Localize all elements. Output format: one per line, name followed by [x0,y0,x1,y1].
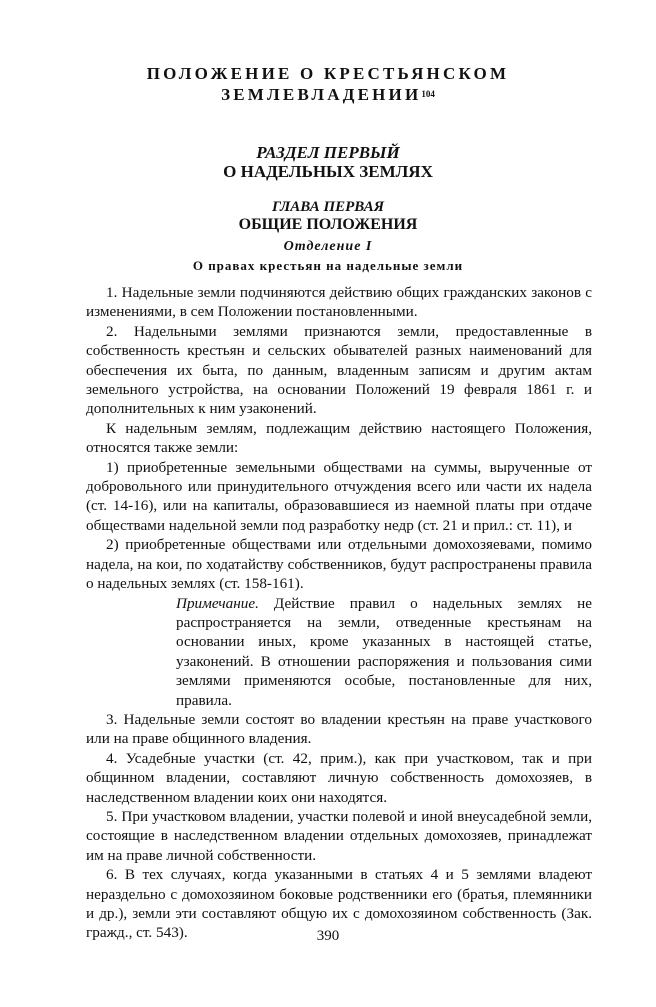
section-title: О НАДЕЛЬНЫХ ЗЕМЛЯХ [223,162,433,181]
chapter-title: ОБЩИЕ ПОЛОЖЕНИЯ [238,216,418,233]
note-label: Примечание. [176,594,259,612]
note-paragraph [176,594,592,710]
document-title-line2 [0,85,656,105]
page-number: 390 [316,928,340,944]
paragraph-article-2: 2. Надельными землями признаются земли, предоставленные в собственность крестьян и сельских обывателей разных наименований для обеспечения их быта, по данным, владенным записям и другим актам земельного устройства, на основании Положений 19 февраля 1861 г. и дополнительных к ним узаконений. [86,322,592,418]
paragraph-item-2: 2) приобретенные обществами или отдельными домохозяевами, помимо надела, на кои, по ходатайству собственников, будут распространены правила о надельных землях (ст. 158-161). [86,536,592,593]
paragraph-item-1: 1) приобретенные земельными обществами на суммы, вырученные от добровольного или принудительного отчуждения всего или части их надела (ст. 14-16), или на капиталы, образовавшиеся из наемной платы при отдаче обществами надельной земли под разработку недр (ст. 21 и прил.: ст. 11), и [86,458,592,534]
chapter-label: ГЛАВА ПЕРВАЯ [271,199,385,215]
section-label: РАЗДЕЛ ПЕРВЫЙ [256,143,400,162]
paragraph-article-6: 6. В тех случаях, когда указанными в статьях 4 и 5 землями владеют нераздельно с домохозяином боковые родственники его (братья, племянники и др.), земли эти составляют общую их с домохозяином собственность (Зак. гражд., ст. 543). [86,866,592,942]
document-title-line1: ПОЛОЖЕНИЕ О КРЕСТЬЯНСКОМ [146,64,510,83]
body-text [86,283,592,943]
paragraph-article-2-cont: К надельным землям, подлежащим действию настоящего Положения, относятся также земли: [86,419,592,457]
paragraph-article-4: 4. Усадебные участки (ст. 42, прим.), как при участковом, так и при общинном владении, составляют личную собственность домохозяев, в наследственном владении коих они находятся. [86,749,592,806]
paragraph-article-1: 1. Надельные земли подчиняются действию общих гражданских законов с изменениями, в сем Положении постановленными. [86,284,592,321]
paragraph-article-3: 3. Надельные земли состоят во владении крестьян на праве участкового или на праве общинного владения. [86,710,592,748]
note-text: Действие правил о надельных землях не распространяется на земли, отведенные крестьянам на основании иных, кроме указанных в настоящей статье, узаконений. В отношении распоряжения и пользования сими землями применяются особые, постановленные для них, правила. [176,594,592,709]
document-title-text: ЗЕМЛЕВЛАДЕНИИ [221,85,422,104]
department-label: Отделение I [283,239,373,254]
paragraph-article-5: 5. При участковом владении, участки полевой и иной внеусадебной земли, состоящие в наследственном владении отдельных домохозяев, принадлежат им на праве личной собственности. [86,807,592,864]
department-title: О правах крестьян на надельные земли [192,258,464,273]
footnote-marker: 104 [421,89,435,99]
